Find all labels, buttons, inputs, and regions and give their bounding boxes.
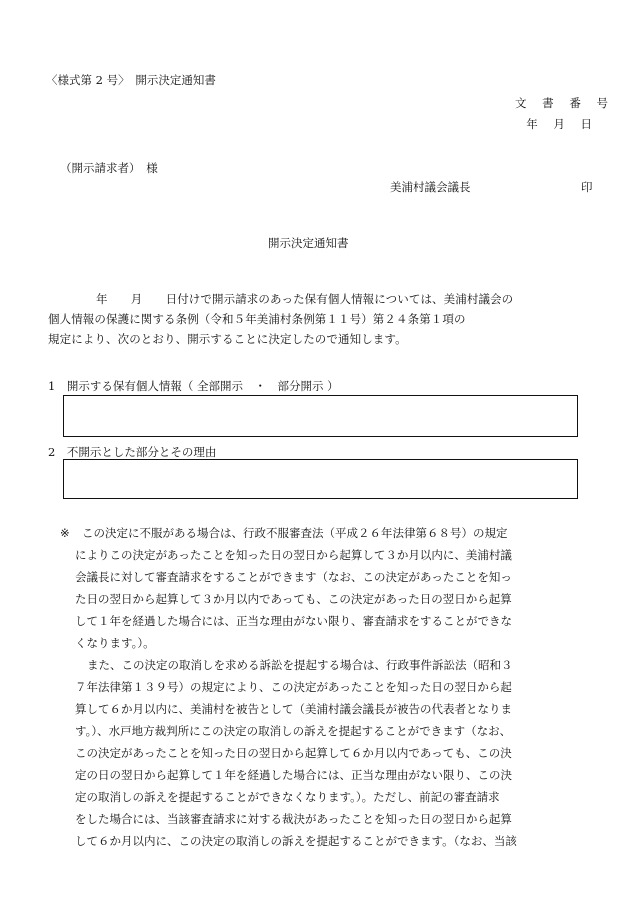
notice-line: して１年を経過した場合には、正当な理由がない限り、審査請求をすることができな — [75, 614, 512, 628]
notice-line: す。）、水戸地方裁判所にこの決定の取消しの訴えを提起することができます（なお、 — [75, 724, 512, 738]
notice-line: 定の日の翌日から起算して１年を経過した場合には、正当な理由がない限り、この決 — [75, 768, 512, 782]
undisclosed-reason-field[interactable] — [63, 459, 578, 499]
notice-line: この決定があったことを知った日の翌日から起算して６か月以内であっても、この決 — [75, 746, 512, 760]
requester-addressee: （開示請求者） 様 — [60, 161, 158, 175]
seal-mark: 印 — [581, 180, 593, 194]
notice-line: 定の取消しの訴えを提起することができなくなります。）。ただし、前記の審査請求 — [75, 790, 500, 804]
notice-line: 会議長に対して審査請求をすることができます（なお、この決定があったことを知っ — [75, 570, 512, 584]
document-date-label: 年 月 日 — [526, 117, 598, 131]
document-number-label: 文 書 番 号 — [515, 96, 614, 110]
notice-text: この決定に不服がある場合は、行政不服審査法（平成２６年法律第６８号）の規定 — [82, 526, 508, 540]
intro-paragraph — [48, 289, 578, 349]
notice-line: くなります。）。 — [75, 636, 155, 650]
notice-line: ７年法律第１３９号）の規定により、この決定があったことを知った日の翌日から起 — [75, 680, 512, 694]
section-disclosed-label: 1 開示する保有個人情報（ 全部開示 ・ 部分開示 ） — [48, 379, 339, 393]
notice-line: をした場合には、当該審査請求に対する裁決があったことを知った日の翌日から起算 — [75, 812, 512, 826]
intro-line: 規定により、次のとおり、開示することに決定したので通知します。 — [48, 332, 407, 346]
appeal-notice — [60, 522, 580, 852]
notice-line: 算して６か月以内に、美浦村を被告として（美浦村議会議長が被告の代表者となりま — [75, 702, 512, 716]
notice-line: によりこの決定があったことを知った日の翌日から起算して３か月以内に、美浦村議 — [75, 548, 512, 562]
section-undisclosed-label: 2 不開示とした部分とその理由 — [48, 445, 217, 459]
notice-line: た日の翌日から起算して３か月以内であっても、この決定があった日の翌日から起算 — [75, 592, 512, 606]
intro-line: 年 月 日付けで開示請求のあった保有個人情報については、美浦村議会の — [96, 292, 514, 306]
notice-line — [60, 654, 580, 676]
intro-line: 個人情報の保護に関する条例（令和５年美浦村条例第１１号）第２４条第１項の — [48, 312, 466, 326]
issuer-name: 美浦村議会議長 — [390, 180, 471, 194]
disclosed-info-field[interactable] — [63, 395, 578, 437]
note-mark: ※ — [60, 526, 70, 540]
notice-text: また、この決定の取消しを求める訴訟を提起する場合は、行政事件訴訟法（昭和３ — [87, 658, 513, 672]
notice-line — [60, 522, 580, 544]
document-title: 開示決定通知書 — [268, 236, 349, 250]
notice-line: して６か月以内に、この決定の取消しの訴えを提起することができます。（なお、当該 — [75, 834, 517, 848]
form-number: 〈様式第 2 号〉 開示決定通知書 — [46, 73, 216, 87]
